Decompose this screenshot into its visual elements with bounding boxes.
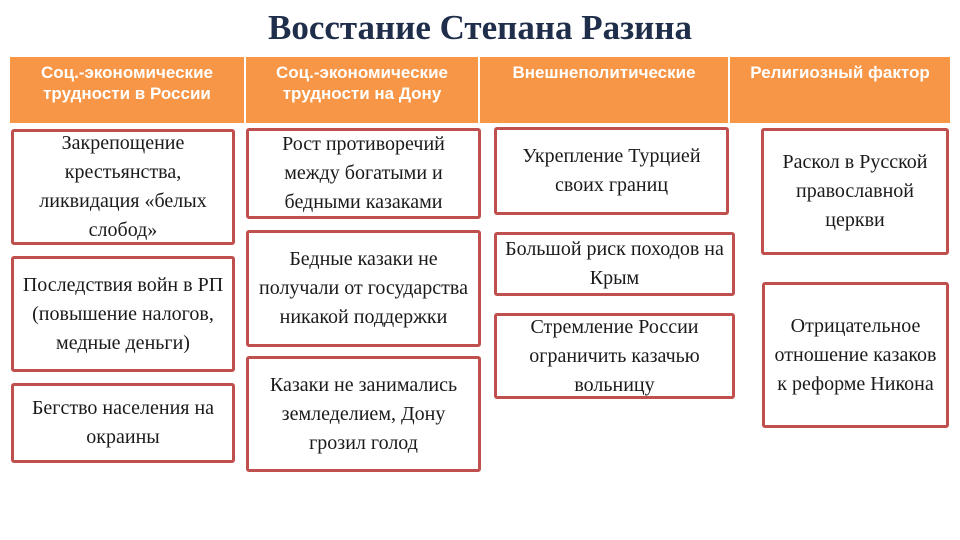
foreign-item-3: Стремление России ограничить казачью вольницу xyxy=(494,313,735,399)
header-religion: Религиозный фактор xyxy=(730,57,950,123)
page-title: Восстание Степана Разина xyxy=(267,8,693,47)
don-item-2: Бедные казаки не получали от государства никакой поддержки xyxy=(246,230,481,347)
don-item-1: Рост противоречий между богатыми и бедными казаками xyxy=(246,128,481,219)
header-russia: Соц.-экономические трудности в России xyxy=(10,57,244,123)
russia-item-2: Последствия войн в РП (повышение налогов, медные деньги) xyxy=(11,256,235,372)
religion-item-1: Раскол в Русской православной церкви xyxy=(761,128,949,255)
header-don: Соц.-экономические трудности на Дону xyxy=(246,57,478,123)
foreign-item-1: Укрепление Турцией своих границ xyxy=(494,127,729,215)
don-item-3: Казаки не занимались земледелием, Дону грозил голод xyxy=(246,356,481,472)
header-foreign: Внешнеполитические xyxy=(480,57,728,123)
religion-item-2: Отрицательное отношение казаков к реформе Никона xyxy=(762,282,949,428)
russia-item-3: Бегство населения на окраины xyxy=(11,383,235,463)
russia-item-1: Закрепощение крестьянства, ликвидация «белых слобод» xyxy=(11,129,235,245)
foreign-item-2: Большой риск походов на Крым xyxy=(494,232,735,296)
